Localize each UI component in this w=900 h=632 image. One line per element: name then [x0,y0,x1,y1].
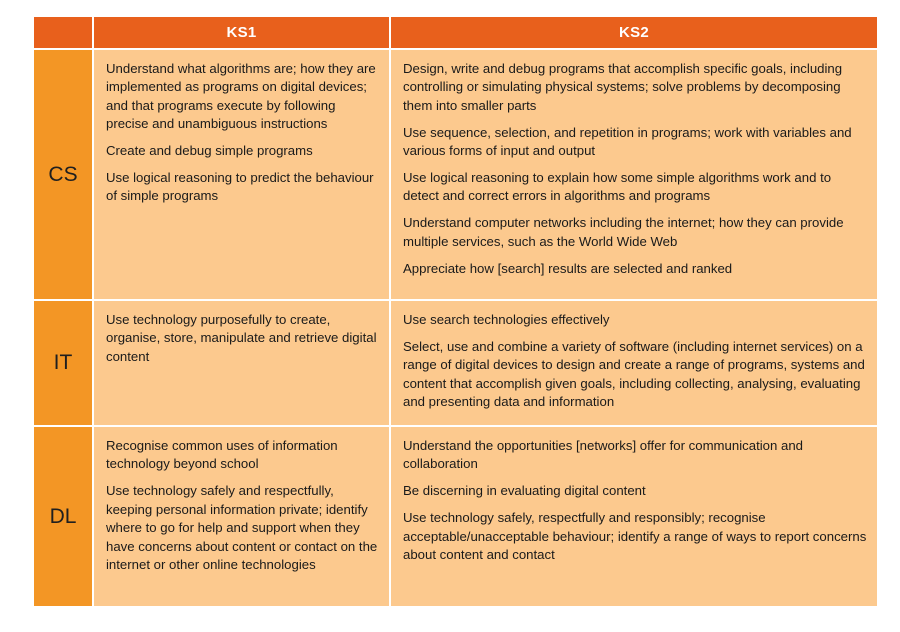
cs-ks2-cell [391,50,877,299]
dl-ks2-item: Be discerning in evaluating digital content [403,483,646,499]
cs-ks1-item: Create and debug simple programs [106,143,313,159]
dl-ks2-item: Understand the opportunities [networks] offer for communication and collaboration [403,438,803,472]
dl-ks1-item: Use technology safely and respectfully, keeping personal information private; identify where to go for help and support when they have concerns about content or contact on the internet or other online technologies [106,483,378,572]
dl-ks1-item: Recognise common uses of information technology beyond school [106,438,338,472]
cs-ks2-item: Use sequence, selection, and repetition in programs; work with variables and various forms of input and output [403,124,852,159]
header-corner-cell [34,17,92,48]
cs-ks1-cell [94,50,389,299]
cs-ks2-item: Design, write and debug programs that accomplish specific goals, including controlling or simulating physical systems; solve problems by decomposing them into smaller parts [403,61,843,113]
dl-ks2-item: Use technology safely, respectfully and responsibly; recognise acceptable/unacceptable behaviour; identify a range of ways to report concerns about content and contact [403,510,867,563]
cs-ks1-item: Use logical reasoning to predict the behaviour of simple programs [106,170,374,204]
it-ks1-item: Use technology purposefully to create, organise, store, manipulate and retrieve digital content [106,312,377,364]
row-label-cs: CS [34,50,92,299]
dl-ks2-cell [391,427,877,606]
header-ks2: KS2 [391,17,877,48]
cs-ks1-item: Understand what algorithms are; how they are implemented as programs on digital devices; and that programs execute by following precise and unambiguous instructions [106,61,376,132]
header-ks1: KS1 [94,17,389,48]
it-ks2-item: Use search technologies effectively [403,312,610,327]
it-ks2-item: Select, use and combine a variety of software (including internet services) on a range of digital devices to design and create a range of programs, systems and content that accomplish given goals, including collecting, analysing, evaluating and presenting data and information [403,338,865,410]
cs-ks2-item: Appreciate how [search] results are selected and ranked [403,260,733,276]
it-ks1-cell [94,301,389,425]
dl-ks1-cell [94,427,389,606]
row-label-dl: DL [34,427,92,606]
row-label-it: IT [34,301,92,425]
curriculum-table [34,17,877,608]
it-ks2-cell [391,301,877,425]
cs-ks2-item: Use logical reasoning to explain how some simple algorithms work and to detect and correct errors in algorithms and programs [403,170,832,204]
cs-ks2-item: Understand computer networks including the internet; how they can provide multiple services, such as the World Wide Web [403,215,844,249]
